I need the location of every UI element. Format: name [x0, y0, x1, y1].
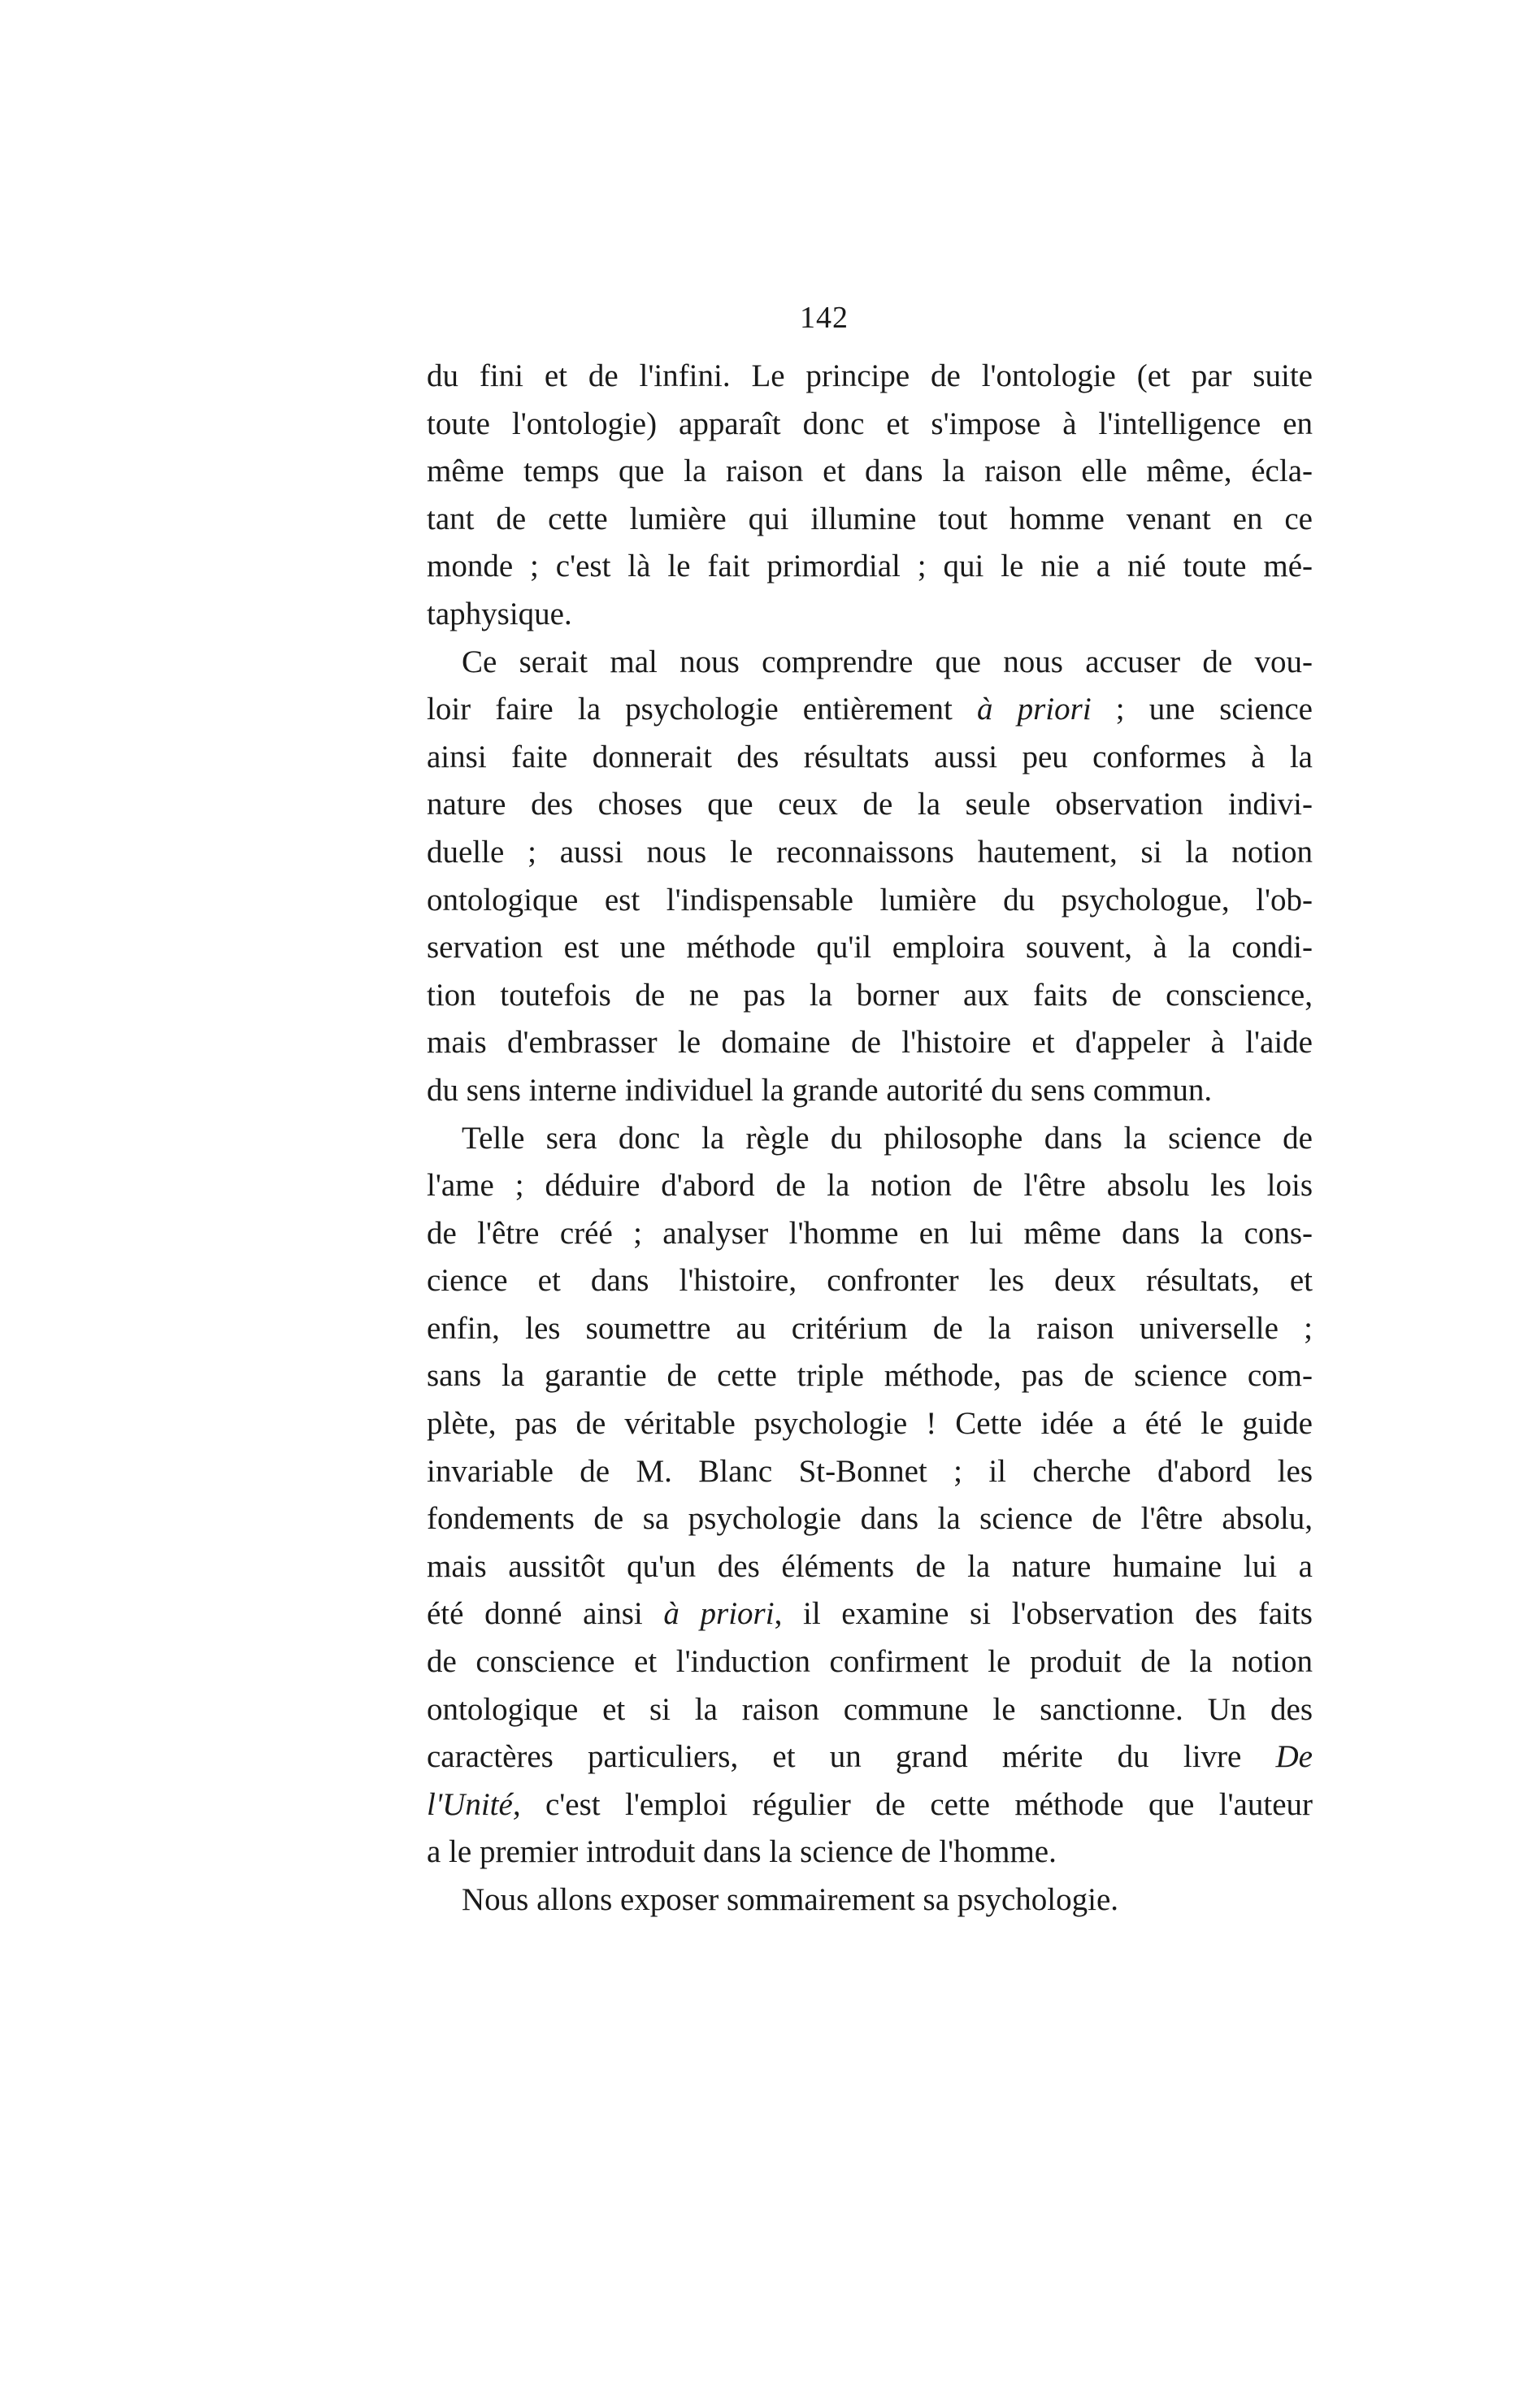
text-line: [427, 1543, 1313, 1591]
text-segment: ; une science: [1091, 692, 1313, 727]
text-line: [427, 1305, 1313, 1353]
paragraph: [427, 353, 1313, 639]
text-line: [427, 1019, 1313, 1067]
text-segment: Ce serait mal nous comprendre que nous accuser de vou-: [462, 644, 1313, 679]
text-line: [427, 1877, 1313, 1924]
text-segment: a le premier introduit dans la science de l'homme.: [427, 1834, 1057, 1870]
text-line: [427, 734, 1313, 782]
text-segment: , il examine si l'observation des faits: [774, 1596, 1313, 1632]
text-segment: invariable de M. Blanc St-Bonnet ; il cherche d'abord les: [427, 1453, 1313, 1489]
text-line: [427, 924, 1313, 972]
text-line: [427, 1829, 1313, 1877]
text-segment: caractères particuliers, et un grand mérite du livre: [427, 1739, 1276, 1775]
text-line: [427, 972, 1313, 1020]
text-line: [427, 543, 1313, 591]
text-segment: toute l'ontologie) apparaît donc et s'impose à l'intelligence en: [427, 406, 1313, 441]
text-line: [427, 496, 1313, 544]
text-segment: tion toutefois de ne pas la borner aux faits de conscience,: [427, 977, 1313, 1013]
text-line: [427, 1352, 1313, 1400]
body-text: [427, 353, 1313, 1924]
text-segment: mais aussitôt qu'un des éléments de la nature humaine lui a: [427, 1548, 1313, 1584]
text-line: [427, 1781, 1313, 1829]
text-segment: taphysique.: [427, 596, 572, 631]
text-segment: servation est une méthode qu'il emploira souvent, à la condi-: [427, 930, 1313, 965]
text-segment: ontologique et si la raison commune le sanctionne. Un des: [427, 1691, 1313, 1727]
text-line: [427, 1067, 1313, 1115]
text-segment: de conscience et l'induction confirment le produit de la notion: [427, 1644, 1313, 1680]
text-segment: duelle ; aussi nous le reconnaissons hautement, si la notion: [427, 834, 1313, 870]
text-segment: plète, pas de véritable psychologie ! Cette idée a été le guide: [427, 1406, 1313, 1442]
text-line: [427, 829, 1313, 877]
text-segment: loir faire la psychologie entièrement: [427, 692, 977, 727]
text-segment: enfin, les soumettre au critérium de la raison universelle ;: [427, 1310, 1313, 1346]
italic-text: De: [1275, 1739, 1313, 1775]
text-segment: monde ; c'est là le fait primordial ; qui le nie a nié toute mé-: [427, 549, 1313, 584]
text-line: [427, 1162, 1313, 1210]
italic-text: à priori: [663, 1596, 775, 1632]
page-number: 142: [800, 301, 849, 335]
text-line: [427, 1448, 1313, 1496]
paragraph: [427, 639, 1313, 1115]
paragraph: [427, 1115, 1313, 1877]
text-line: [427, 1590, 1313, 1638]
text-line: [427, 1400, 1313, 1448]
text-segment: de l'être créé ; analyser l'homme en lui même dans la cons-: [427, 1215, 1313, 1251]
text-segment: sans la garantie de cette triple méthode, pas de science com-: [427, 1358, 1313, 1394]
paragraph: [427, 1877, 1313, 1924]
text-segment: Nous allons exposer sommairement sa psychologie.: [462, 1882, 1119, 1917]
italic-text: l'Unité,: [427, 1786, 521, 1822]
text-segment: ainsi faite donnerait des résultats aussi peu conformes à la: [427, 739, 1313, 774]
text-line: [427, 1733, 1313, 1781]
text-segment: fondements de sa psychologie dans la science de l'être absolu,: [427, 1501, 1313, 1537]
text-line: [427, 353, 1313, 401]
text-line: [427, 1686, 1313, 1734]
text-line: [427, 781, 1313, 829]
text-segment: nature des choses que ceux de la seule observation indivi-: [427, 787, 1313, 822]
text-line: [427, 1638, 1313, 1686]
text-line: [427, 686, 1313, 734]
text-segment: cience et dans l'histoire, confronter les deux résultats, et: [427, 1263, 1313, 1299]
text-line: [427, 448, 1313, 496]
text-segment: ontologique est l'indispensable lumière du psychologue, l'ob-: [427, 882, 1313, 918]
text-segment: tant de cette lumière qui illumine tout homme venant en ce: [427, 501, 1313, 536]
text-segment: du fini et de l'infini. Le principe de l'ontologie (et par suite: [427, 358, 1313, 393]
text-segment: du sens interne individuel la grande autorité du sens commun.: [427, 1072, 1213, 1108]
text-line: [427, 877, 1313, 925]
text-line: [427, 1257, 1313, 1305]
text-segment: c'est l'emploi régulier de cette méthode que l'auteur: [520, 1786, 1313, 1822]
text-line: [427, 401, 1313, 449]
text-line: [427, 1115, 1313, 1163]
italic-text: à priori: [976, 692, 1092, 727]
text-segment: même temps que la raison et dans la raison elle même, écla-: [427, 453, 1313, 489]
text-segment: Telle sera donc la règle du philosophe dans la science de: [462, 1120, 1313, 1156]
text-segment: été donné ainsi: [427, 1596, 664, 1632]
text-line: [427, 639, 1313, 687]
text-segment: l'ame ; déduire d'abord de la notion de l'être absolu les lois: [427, 1168, 1313, 1204]
text-line: [427, 591, 1313, 639]
text-segment: mais d'embrasser le domaine de l'histoire et d'appeler à l'aide: [427, 1025, 1313, 1061]
text-line: [427, 1495, 1313, 1543]
text-line: [427, 1210, 1313, 1258]
